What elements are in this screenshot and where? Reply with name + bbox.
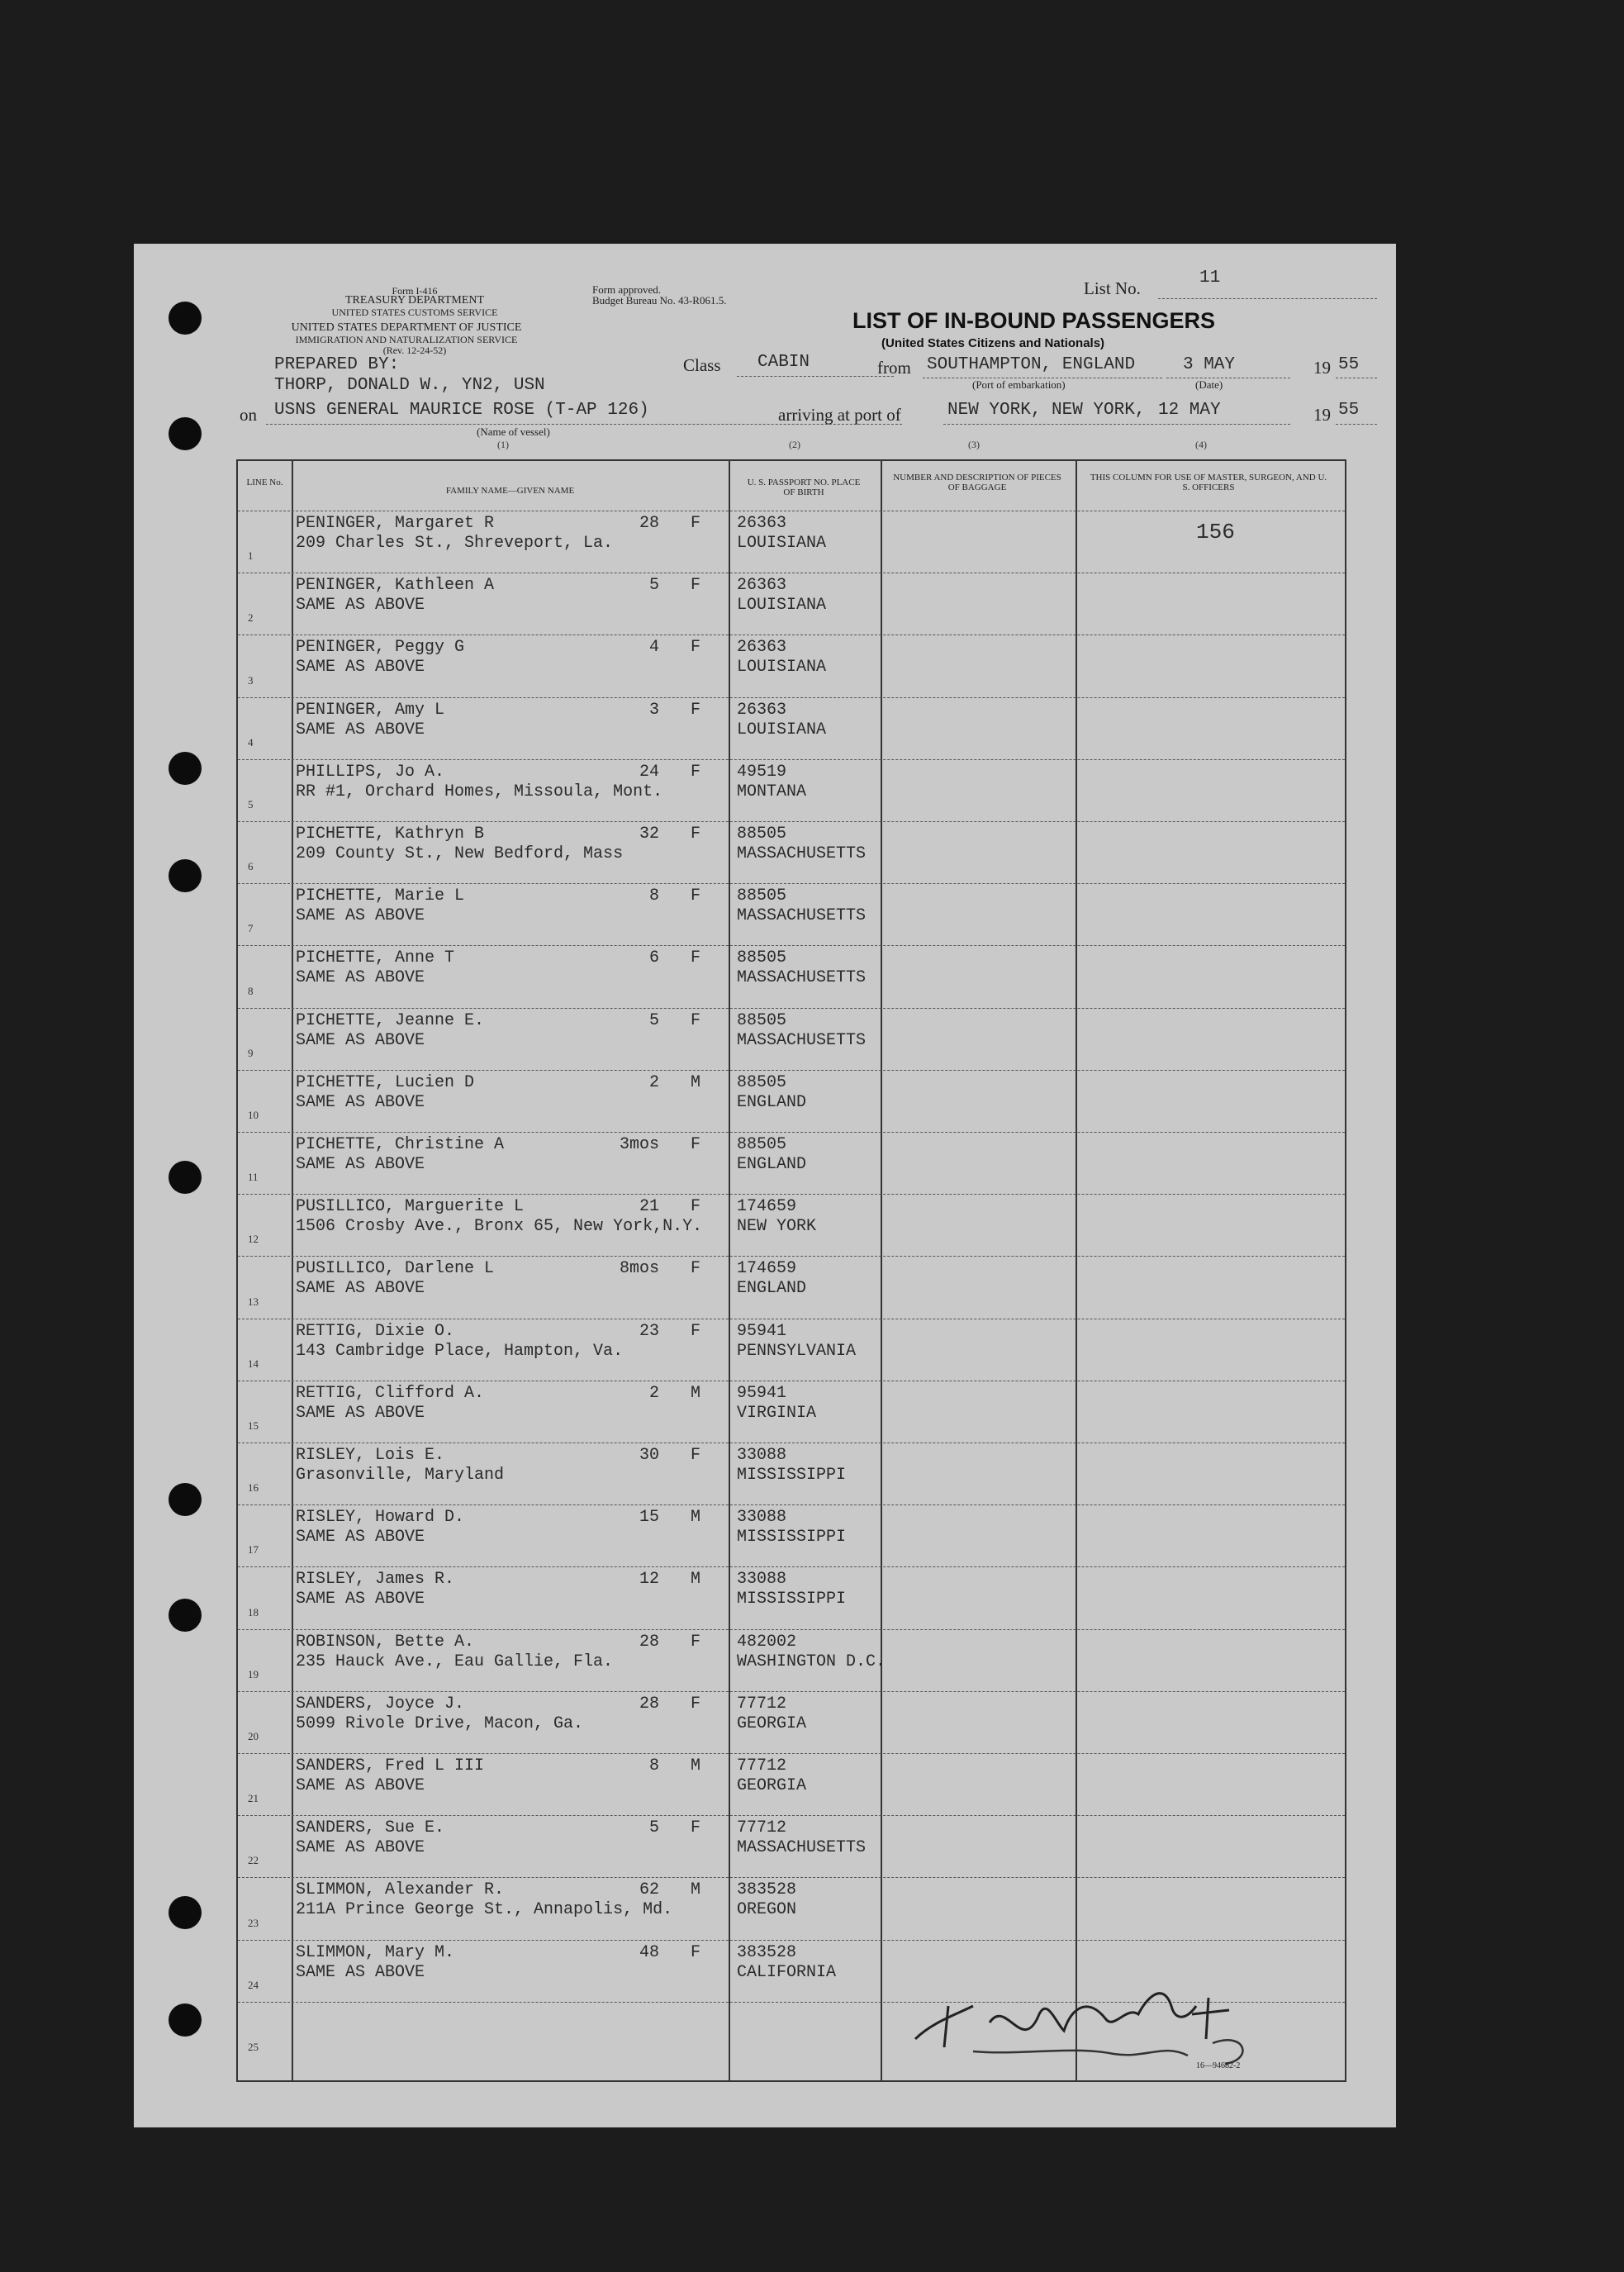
line-number: 15: [248, 1419, 259, 1432]
passenger-sex: M: [691, 1508, 701, 1528]
year-1: 55: [1338, 355, 1360, 374]
place-of-birth: MASSACHUSETTS: [737, 1030, 867, 1050]
passport-number: 26363: [737, 576, 787, 596]
arriving-label: arriving at port of: [778, 405, 901, 425]
passenger-name: PICHETTE, Christine A: [296, 1135, 505, 1154]
form-number: Form I-416: [392, 285, 438, 297]
line-number: 25: [248, 2040, 259, 2053]
class-underline: [737, 376, 894, 377]
class-value: CABIN: [757, 353, 810, 372]
passenger-address: 143 Cambridge Place, Hampton, Va.: [296, 1341, 624, 1361]
passenger-sex: F: [691, 1259, 701, 1279]
passenger-name: PICHETTE, Jeanne E.: [296, 1010, 485, 1030]
place-of-birth: MASSACHUSETTS: [737, 1838, 867, 1858]
punch-hole: [169, 752, 202, 785]
passenger-address: SAME AS ABOVE: [296, 1962, 425, 1982]
table-row: [238, 883, 1345, 945]
place-of-birth: MISSISSIPPI: [737, 1528, 847, 1547]
table-row: [238, 1381, 1345, 1443]
row-divider: [238, 1504, 1345, 1505]
passenger-sex: M: [691, 1880, 701, 1900]
place-of-birth: MONTANA: [737, 782, 807, 801]
passenger-address: 235 Hauck Ave., Eau Gallie, Fla.: [296, 1652, 614, 1671]
passenger-sex: F: [691, 700, 701, 720]
page-title: LIST OF IN-BOUND PASSENGERS: [852, 308, 1216, 333]
passenger-sex: F: [691, 1632, 701, 1652]
passenger-age: 23: [639, 1321, 659, 1341]
passport-number: 174659: [737, 1259, 797, 1279]
line-number: 8: [248, 984, 254, 997]
passenger-sex: F: [691, 825, 701, 844]
place-of-birth: WASHINGTON D.C.: [737, 1652, 886, 1671]
passenger-age: 62: [639, 1880, 659, 1900]
line-number: 1: [248, 549, 254, 563]
passenger-address: SAME AS ABOVE: [296, 1528, 425, 1547]
passport-number: 383528: [737, 1942, 797, 1962]
justice-dept: UNITED STATES DEPARTMENT OF JUSTICE: [291, 321, 522, 334]
passenger-name: PICHETTE, Lucien D: [296, 1072, 475, 1092]
passenger-address: 5099 Rivole Drive, Macon, Ga.: [296, 1714, 584, 1733]
passenger-name: PENINGER, Amy L: [296, 700, 445, 720]
passport-number: 88505: [737, 1135, 787, 1154]
line-number: 5: [248, 797, 254, 810]
table-row: [238, 1753, 1345, 1815]
passport-number: 33088: [737, 1570, 787, 1590]
passenger-address: SAME AS ABOVE: [296, 1030, 425, 1050]
passport-number: 77712: [737, 1694, 787, 1714]
passenger-address: SAME AS ABOVE: [296, 658, 425, 677]
row-divider: [238, 1070, 1345, 1071]
date-from: 3 MAY: [1183, 355, 1236, 374]
passenger-name: PICHETTE, Kathryn B: [296, 825, 485, 844]
passenger-address: SAME AS ABOVE: [296, 1838, 425, 1858]
punch-hole: [169, 1483, 202, 1516]
line-number: 6: [248, 860, 254, 873]
table-row: [238, 511, 1345, 573]
table-row: [238, 821, 1345, 883]
row-divider: [238, 1008, 1345, 1009]
row-divider: [238, 1194, 1345, 1195]
list-no-label: List No.: [1084, 278, 1141, 298]
passport-number: 26363: [737, 638, 787, 658]
budget-bureau: Budget Bureau No. 43-R061.5.: [592, 294, 727, 307]
passenger-name: PICHETTE, Anne T: [296, 948, 455, 968]
place-of-birth: MASSACHUSETTS: [737, 968, 867, 988]
place-of-birth: MASSACHUSETTS: [737, 906, 867, 926]
line-number: 23: [248, 1916, 259, 1929]
col-num-2: (2): [789, 439, 800, 450]
row-divider: [238, 1132, 1345, 1133]
passenger-address: 211A Prince George St., Annapolis, Md.: [296, 1900, 673, 1920]
col-num-1: (1): [497, 439, 509, 450]
place-of-birth: LOUISIANA: [737, 534, 827, 553]
row-divider: [238, 883, 1345, 884]
year-2-underline: [1336, 424, 1377, 425]
passenger-address: SAME AS ABOVE: [296, 596, 425, 616]
print-code: 16—94682-2: [1196, 2061, 1241, 2070]
line-number: 12: [248, 1233, 259, 1246]
passenger-address: SAME AS ABOVE: [296, 1279, 425, 1299]
passenger-age: 28: [639, 514, 659, 533]
year-prefix-2: 19: [1313, 405, 1331, 425]
passenger-sex: F: [691, 514, 701, 533]
place-of-birth: NEW YORK: [737, 1217, 817, 1237]
passenger-age: 24: [639, 762, 659, 782]
passenger-name: ROBINSON, Bette A.: [296, 1632, 475, 1652]
year-2: 55: [1338, 401, 1360, 420]
from-value: SOUTHAMPTON, ENGLAND: [927, 355, 1136, 374]
place-of-birth: MASSACHUSETTS: [737, 844, 867, 863]
passenger-sex: F: [691, 1694, 701, 1714]
passenger-age: 12: [639, 1570, 659, 1590]
passenger-age: 5: [648, 1818, 659, 1838]
passenger-sex: M: [691, 1570, 701, 1590]
passenger-address: SAME AS ABOVE: [296, 1155, 425, 1174]
passenger-name: RETTIG, Clifford A.: [296, 1383, 485, 1403]
line-number: 16: [248, 1481, 259, 1495]
punch-hole: [169, 417, 202, 450]
passenger-age: 15: [639, 1508, 659, 1528]
passport-number: 383528: [737, 1880, 797, 1900]
row-divider: [238, 759, 1345, 760]
place-of-birth: MISSISSIPPI: [737, 1466, 847, 1485]
place-of-birth: GEORGIA: [737, 1714, 807, 1733]
list-no-value: 11: [1199, 269, 1221, 288]
passenger-address: 1506 Crosby Ave., Bronx 65, New York,N.Y.: [296, 1217, 703, 1237]
place-of-birth: LOUISIANA: [737, 658, 827, 677]
passenger-sex: F: [691, 576, 701, 596]
passport-number: 77712: [737, 1818, 787, 1838]
on-label: on: [240, 405, 257, 425]
passenger-address: SAME AS ABOVE: [296, 1590, 425, 1609]
from-label: from: [877, 358, 911, 378]
vessel-name: USNS GENERAL MAURICE ROSE (T-AP 126): [274, 401, 649, 420]
line-number: 4: [248, 735, 254, 749]
passenger-address: SAME AS ABOVE: [296, 1092, 425, 1112]
passenger-age: 21: [639, 1197, 659, 1217]
passenger-age: 2: [648, 1072, 659, 1092]
table-row: [238, 697, 1345, 759]
line-number: 17: [248, 1543, 259, 1557]
passenger-age: 30: [639, 1446, 659, 1465]
row-divider: [238, 1815, 1345, 1816]
place-of-birth: ENGLAND: [737, 1279, 807, 1299]
passenger-name: PUSILLICO, Darlene L: [296, 1259, 495, 1279]
list-no-underline: [1158, 298, 1377, 299]
row-divider: [238, 1691, 1345, 1692]
passenger-address: 209 County St., New Bedford, Mass: [296, 844, 624, 863]
table-row: [238, 1256, 1345, 1318]
row-divider: [238, 1940, 1345, 1941]
row-divider: [238, 697, 1345, 698]
passport-number: 88505: [737, 1072, 787, 1092]
passport-number: 49519: [737, 762, 787, 782]
col-num-3: (3): [968, 439, 980, 450]
table-row: [238, 1008, 1345, 1070]
punch-hole: [169, 2003, 202, 2037]
passenger-sex: M: [691, 1756, 701, 1775]
passenger-address: RR #1, Orchard Homes, Missoula, Mont.: [296, 782, 663, 801]
passenger-name: PENINGER, Margaret R: [296, 514, 495, 533]
passenger-age: 28: [639, 1694, 659, 1714]
revision: (Rev. 12-24-52): [382, 345, 447, 356]
prepared-by-value: THORP, DONALD W., YN2, USN: [274, 376, 545, 395]
punch-hole: [169, 1161, 202, 1194]
line-number: 19: [248, 1667, 259, 1680]
place-of-birth: PENNSYLVANIA: [737, 1341, 857, 1361]
passenger-sex: F: [691, 1010, 701, 1030]
place-of-birth: LOUISIANA: [737, 720, 827, 739]
passport-number: 33088: [737, 1508, 787, 1528]
line-number: 3: [248, 673, 254, 687]
row-divider: [238, 945, 1345, 946]
place-of-birth: MISSISSIPPI: [737, 1590, 847, 1609]
passenger-name: PENINGER, Peggy G: [296, 638, 465, 658]
passport-number: 26363: [737, 700, 787, 720]
passenger-sex: F: [691, 948, 701, 968]
line-number: 7: [248, 922, 254, 935]
passport-number: 88505: [737, 825, 787, 844]
arrival-port: NEW YORK, NEW YORK,: [947, 401, 1146, 420]
table-row: [238, 1319, 1345, 1381]
passport-number: 88505: [737, 1010, 787, 1030]
place-of-birth: OREGON: [737, 1900, 797, 1920]
table-row: [238, 1815, 1345, 1877]
table-row: [238, 759, 1345, 821]
officer-signature: [899, 1948, 1312, 2080]
date-arrival: 12 MAY: [1158, 401, 1221, 420]
line-number: 18: [248, 1605, 259, 1618]
passenger-sex: F: [691, 1942, 701, 1962]
passenger-age: 3mos: [619, 1135, 659, 1154]
col-num-4: (4): [1195, 439, 1207, 450]
table-row: [238, 1566, 1345, 1628]
passport-number: 77712: [737, 1756, 787, 1775]
row-divider: [238, 1566, 1345, 1567]
row-divider: [238, 821, 1345, 822]
passenger-address: SAME AS ABOVE: [296, 968, 425, 988]
passenger-address: SAME AS ABOVE: [296, 1776, 425, 1795]
row-divider: [238, 1877, 1345, 1878]
passenger-address: 209 Charles St., Shreveport, La.: [296, 534, 614, 553]
line-number: 13: [248, 1295, 259, 1308]
passport-number: 26363: [737, 514, 787, 533]
passport-number: 33088: [737, 1446, 787, 1465]
col-header-baggage: NUMBER AND DESCRIPTION OF PIECES OF BAGGAGE: [893, 473, 1061, 492]
prepared-by-label: PREPARED BY:: [274, 355, 400, 374]
passenger-age: 8: [648, 1756, 659, 1775]
passport-number: 482002: [737, 1632, 797, 1652]
port-embark-caption: (Port of embarkation): [972, 378, 1066, 391]
passenger-table: [236, 459, 1346, 2082]
passenger-sex: F: [691, 1197, 701, 1217]
passenger-name: PENINGER, Kathleen A: [296, 576, 495, 596]
passenger-name: RISLEY, Howard D.: [296, 1508, 465, 1528]
passenger-name: RETTIG, Dixie O.: [296, 1321, 455, 1341]
passport-number: 95941: [737, 1321, 787, 1341]
place-of-birth: VIRGINIA: [737, 1403, 817, 1423]
passport-number: 88505: [737, 948, 787, 968]
passenger-name: PUSILLICO, Marguerite L: [296, 1197, 525, 1217]
table-row: [238, 1629, 1345, 1691]
table-row: [238, 1443, 1345, 1504]
passport-number: 174659: [737, 1197, 797, 1217]
passenger-sex: F: [691, 1818, 701, 1838]
table-row: [238, 1194, 1345, 1256]
line-number: 20: [248, 1729, 259, 1742]
table-row: [238, 573, 1345, 635]
passenger-age: 32: [639, 825, 659, 844]
vessel-caption: (Name of vessel): [477, 425, 550, 438]
passenger-sex: F: [691, 762, 701, 782]
table-row: [238, 635, 1345, 696]
passenger-age: 48: [639, 1942, 659, 1962]
treasury-dept: TREASURY DEPARTMENT: [344, 294, 485, 307]
passenger-name: RISLEY, Lois E.: [296, 1446, 445, 1465]
table-row: [238, 945, 1345, 1007]
table-row: [238, 1691, 1345, 1753]
date-caption: (Date): [1195, 378, 1223, 391]
place-of-birth: CALIFORNIA: [737, 1962, 837, 1982]
form-approved: Form approved.: [592, 283, 662, 296]
line-number: 24: [248, 1978, 259, 1991]
passenger-age: 5: [648, 1010, 659, 1030]
line-number: 22: [248, 1854, 259, 1867]
line-number: 10: [248, 1108, 259, 1121]
passport-number: 95941: [737, 1383, 787, 1403]
passenger-name: SANDERS, Joyce J.: [296, 1694, 465, 1714]
arrival-underline: [943, 424, 1290, 425]
passenger-age: 3: [648, 700, 659, 720]
passenger-age: 28: [639, 1632, 659, 1652]
passenger-address: SAME AS ABOVE: [296, 720, 425, 739]
passenger-address: Grasonville, Maryland: [296, 1466, 505, 1485]
row-divider: [238, 1629, 1345, 1630]
line-number: 11: [248, 1171, 259, 1184]
punch-hole: [169, 1896, 202, 1929]
col-header-name: FAMILY NAME—GIVEN NAME: [445, 486, 575, 496]
customs-service: UNITED STATES CUSTOMS SERVICE: [331, 307, 498, 318]
passenger-age: 2: [648, 1383, 659, 1403]
punch-hole: [169, 859, 202, 892]
passenger-sex: F: [691, 886, 701, 906]
col-header-officers: THIS COLUMN FOR USE OF MASTER, SURGEON, AND U. S. OFFICERS: [1090, 473, 1327, 492]
passenger-age: 4: [648, 638, 659, 658]
row-divider: [238, 1256, 1345, 1257]
class-label: Class: [683, 355, 721, 375]
punch-hole: [169, 302, 202, 335]
passenger-sex: F: [691, 1321, 701, 1341]
place-of-birth: GEORGIA: [737, 1776, 807, 1795]
line-number: 9: [248, 1046, 254, 1059]
col-header-passport: U. S. PASSPORT NO. PLACE OF BIRTH: [747, 478, 861, 497]
passenger-name: PHILLIPS, Jo A.: [296, 762, 445, 782]
year-prefix-1: 19: [1313, 358, 1331, 378]
passenger-address: SAME AS ABOVE: [296, 1403, 425, 1423]
place-of-birth: ENGLAND: [737, 1092, 807, 1112]
passenger-name: SLIMMON, Alexander R.: [296, 1880, 505, 1900]
table-row: [238, 1132, 1345, 1194]
table-row: [238, 1877, 1345, 1939]
passenger-name: SLIMMON, Mary M.: [296, 1942, 455, 1962]
passenger-sex: M: [691, 1383, 701, 1403]
line-number: 2: [248, 611, 254, 625]
passenger-name: SANDERS, Sue E.: [296, 1818, 445, 1838]
punch-hole: [169, 1599, 202, 1632]
place-of-birth: ENGLAND: [737, 1155, 807, 1174]
passenger-age: 8mos: [619, 1259, 659, 1279]
row-divider: [238, 1753, 1345, 1754]
passenger-name: RISLEY, James R.: [296, 1570, 455, 1590]
ins-service: IMMIGRATION AND NATURALIZATION SERVICE: [295, 334, 518, 345]
line-number: 21: [248, 1792, 259, 1805]
line-number: 14: [248, 1357, 259, 1370]
passenger-sex: F: [691, 638, 701, 658]
page-subtitle: (United States Citizens and Nationals): [881, 336, 1105, 350]
passenger-sex: F: [691, 1135, 701, 1154]
passenger-name: SANDERS, Fred L III: [296, 1756, 485, 1775]
passenger-address: SAME AS ABOVE: [296, 906, 425, 926]
passenger-sex: M: [691, 1072, 701, 1092]
passenger-name: PICHETTE, Marie L: [296, 886, 465, 906]
passenger-sex: F: [691, 1446, 701, 1465]
officer-note: 156: [1196, 520, 1235, 544]
col-header-line: LINE No.: [246, 478, 283, 487]
passenger-age: 6: [648, 948, 659, 968]
table-row: [238, 1070, 1345, 1132]
passenger-age: 8: [648, 886, 659, 906]
passenger-age: 5: [648, 576, 659, 596]
table-row: [238, 1504, 1345, 1566]
passport-number: 88505: [737, 886, 787, 906]
place-of-birth: LOUISIANA: [737, 596, 827, 616]
